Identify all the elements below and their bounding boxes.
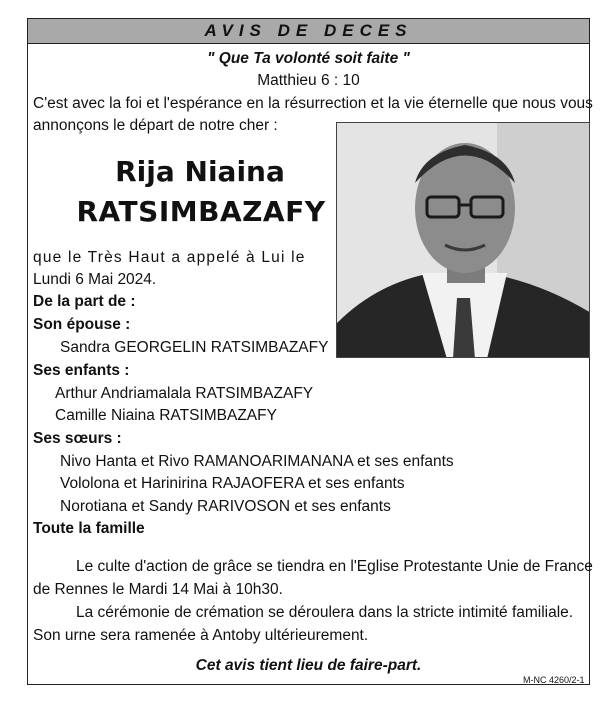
sister-2: Vololona et Harinirina RAJAOFERA et ses enfants [60,475,405,492]
intro-line-1: C'est avec la foi et l'espérance en la résurrection et la vie éternelle que nous vous [33,95,593,112]
service-line-2: de Rennes le Mardi 14 Mai à 10h30. [33,581,283,598]
reference-code: M-NC 4260/2-1 [523,675,585,685]
from-label: De la part de : [33,293,136,310]
called-line-2: Lundi 6 Mai 2024. [33,271,157,288]
cremation-line-1: La cérémonie de crémation se déroulera dans la stricte intimité familiale. [76,604,574,621]
sister-3: Norotiana et Sandy RARIVOSON et ses enfants [60,498,391,515]
sister-1: Nivo Hanta et Rivo RAMANOARIMANANA et ses enfants [60,453,454,470]
sisters-label: Ses sœurs : [33,430,122,447]
verse: Matthieu 6 : 10 [257,72,360,89]
banner-title: AVIS DE DECES [204,21,413,40]
spouse-label: Son épouse : [33,316,131,333]
portrait-photo [336,122,590,358]
notice-banner [27,18,590,44]
intro-line-2: annonçons le départ de notre cher : [33,117,278,134]
called-line-1: que le Très Haut a appelé à Lui le [33,249,306,266]
children-label: Ses enfants : [33,362,130,379]
child-1: Arthur Andriamalala RATSIMBAZAFY [55,385,314,402]
spouse-name: Sandra GEORGELIN RATSIMBAZAFY [60,339,329,356]
cremation-line-2: Son urne sera ramenée à Antoby ultérieurement. [33,627,369,644]
quote: " Que Ta volonté soit faite " [207,50,410,67]
service-line-1: Le culte d'action de grâce se tiendra en l'Eglise Protestante Unie de France [76,558,593,575]
closing-line: Cet avis tient lieu de faire-part. [195,657,422,674]
deceased-first-names: Rija Niaina [115,155,285,188]
portrait-image [337,123,590,358]
child-2: Camille Niaina RATSIMBAZAFY [55,407,277,424]
deceased-surname: RATSIMBAZAFY [76,195,326,228]
family-line: Toute la famille [33,520,145,537]
